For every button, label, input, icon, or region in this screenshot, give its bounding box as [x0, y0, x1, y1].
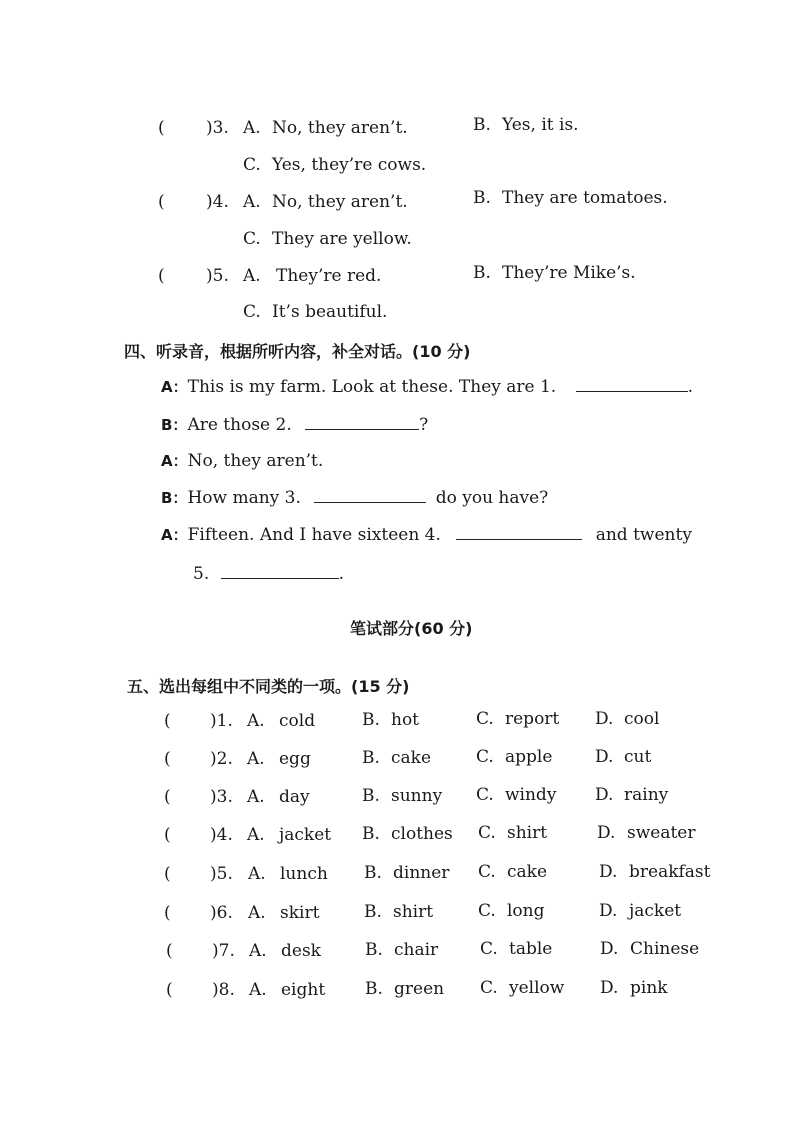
- option-a-text: They’re red.: [276, 266, 382, 286]
- blank-number: 5.: [193, 564, 210, 584]
- answer-paren-open: (: [164, 787, 171, 807]
- option-b-text: shirt: [393, 902, 434, 922]
- option-a-text: skirt: [280, 903, 320, 923]
- option-b-text: They are tomatoes.: [502, 188, 668, 208]
- question-number: )8.: [212, 980, 235, 1000]
- speaker-label: B：: [161, 489, 188, 507]
- option-letter-d: D.: [595, 709, 614, 729]
- speaker-label: A：: [161, 526, 188, 544]
- option-b-text: dinner: [393, 863, 450, 883]
- answer-blank-2[interactable]: [305, 413, 419, 430]
- answer-paren-open: (: [164, 903, 171, 923]
- option-letter-b: B.: [473, 188, 491, 208]
- dialogue-line-5: A：Fifteen. And I have sixteen 4. and twenty: [161, 525, 692, 545]
- option-letter-d: D.: [600, 939, 619, 959]
- dialogue-text: Fifteen. And I have sixteen 4.: [187, 525, 441, 545]
- written-section-title: 笔试部分(60 分): [350, 619, 473, 638]
- option-b-text: Yes, it is.: [502, 115, 579, 135]
- speaker-label: A：: [161, 452, 188, 470]
- option-b-text: hot: [391, 710, 420, 730]
- option-c-text: shirt: [507, 823, 548, 843]
- option-letter-a: A.: [249, 941, 267, 961]
- option-b-text: chair: [394, 940, 439, 960]
- option-a-text: day: [279, 787, 310, 807]
- option-c-text: They are yellow.: [272, 229, 412, 249]
- answer-paren-open: (: [158, 192, 165, 212]
- option-c-text: apple: [505, 747, 553, 767]
- option-letter-d: D.: [595, 747, 614, 767]
- answer-paren-open: (: [164, 825, 171, 845]
- option-letter-a: A.: [248, 903, 266, 923]
- option-letter-b: B.: [473, 115, 491, 135]
- option-letter-c: C.: [478, 823, 496, 843]
- option-letter-c: C.: [243, 302, 261, 322]
- option-letter-a: A.: [247, 787, 265, 807]
- dialogue-text: No, they aren’t.: [187, 451, 324, 471]
- option-a-text: jacket: [279, 825, 332, 845]
- answer-paren-open: (: [158, 118, 165, 138]
- option-letter-c: C.: [476, 785, 494, 805]
- question-number: )5.: [206, 266, 229, 286]
- option-b-text: They’re Mike’s.: [502, 263, 636, 283]
- option-b-text: green: [394, 979, 445, 999]
- option-letter-b: B.: [364, 863, 382, 883]
- answer-paren-open: (: [164, 864, 171, 884]
- question-number: )3.: [210, 787, 233, 807]
- option-c-text: table: [509, 939, 553, 959]
- dialogue-text: Are those 2.: [187, 415, 292, 435]
- option-a-text: cold: [279, 711, 316, 731]
- question-number: )2.: [210, 749, 233, 769]
- answer-paren-open: (: [158, 266, 165, 286]
- answer-paren-open: (: [164, 749, 171, 769]
- answer-blank-1[interactable]: [576, 375, 688, 392]
- option-a-text: No, they aren’t.: [272, 192, 408, 212]
- option-c-text: long: [507, 901, 545, 921]
- option-letter-d: D.: [597, 823, 616, 843]
- option-letter-d: D.: [599, 901, 618, 921]
- question-number: )6.: [210, 903, 233, 923]
- speaker-label: A：: [161, 378, 188, 396]
- option-c-text: Yes, they’re cows.: [272, 155, 427, 175]
- option-letter-d: D.: [600, 978, 619, 998]
- question-number: )4.: [206, 192, 229, 212]
- option-letter-c: C.: [480, 939, 498, 959]
- option-d-text: rainy: [624, 785, 669, 805]
- dialogue-line-4: B：How many 3. do you have?: [161, 488, 549, 508]
- answer-blank-3[interactable]: [314, 486, 426, 503]
- dialogue-line-6: 5. .: [193, 564, 345, 584]
- option-letter-b: B.: [473, 263, 491, 283]
- option-letter-c: C.: [478, 901, 496, 921]
- option-a-text: eight: [281, 980, 326, 1000]
- option-letter-d: D.: [599, 862, 618, 882]
- option-letter-d: D.: [595, 785, 614, 805]
- question-number: )3.: [206, 118, 229, 138]
- option-b-text: sunny: [391, 786, 443, 806]
- option-letter-b: B.: [365, 940, 383, 960]
- option-letter-c: C.: [476, 747, 494, 767]
- option-letter-b: B.: [362, 786, 380, 806]
- answer-paren-open: (: [166, 941, 173, 961]
- option-letter-a: A.: [248, 864, 266, 884]
- option-letter-c: C.: [243, 155, 261, 175]
- option-letter-b: B.: [364, 902, 382, 922]
- option-c-text: windy: [505, 785, 557, 805]
- option-letter-b: B.: [362, 824, 380, 844]
- dialogue-text: How many 3.: [187, 488, 301, 508]
- option-letter-a: A.: [243, 266, 261, 286]
- option-d-text: breakfast: [629, 862, 711, 882]
- question-number: )5.: [210, 864, 233, 884]
- option-letter-b: B.: [362, 748, 380, 768]
- option-letter-a: A.: [247, 711, 265, 731]
- option-d-text: pink: [630, 978, 668, 998]
- option-a-text: No, they aren’t.: [272, 118, 408, 138]
- answer-paren-open: (: [164, 711, 171, 731]
- option-c-text: yellow: [509, 978, 565, 998]
- question-number: )1.: [210, 711, 233, 731]
- section5-heading: 五、选出每组中不同类的一项。(15 分): [127, 677, 410, 696]
- option-c-text: It’s beautiful.: [272, 302, 388, 322]
- option-a-text: egg: [279, 749, 311, 769]
- option-letter-c: C.: [480, 978, 498, 998]
- option-d-text: cool: [624, 709, 660, 729]
- option-letter-a: A.: [243, 118, 261, 138]
- option-letter-c: C.: [478, 862, 496, 882]
- answer-blank-5[interactable]: [221, 562, 339, 579]
- dialogue-line-3: [161, 450, 323, 471]
- option-a-text: lunch: [280, 864, 328, 884]
- dialogue-line-2: B：Are those 2. ?: [161, 415, 429, 435]
- option-letter-a: A.: [243, 192, 261, 212]
- question-number: )7.: [212, 941, 235, 961]
- option-letter-a: A.: [247, 825, 265, 845]
- option-b-text: clothes: [391, 824, 453, 844]
- option-d-text: jacket: [629, 901, 682, 921]
- option-c-text: cake: [507, 862, 548, 882]
- section4-heading: 四、听录音，根据所听内容，补全对话。(10 分): [124, 342, 471, 361]
- dialogue-line-1: A：This is my farm. Look at these. They are 1. .: [161, 377, 694, 397]
- option-letter-b: B.: [365, 979, 383, 999]
- answer-paren-open: (: [166, 980, 173, 1000]
- dialogue-text: This is my farm. Look at these. They are 1.: [187, 377, 557, 397]
- option-letter-a: A.: [249, 980, 267, 1000]
- option-letter-c: C.: [476, 709, 494, 729]
- option-d-text: cut: [624, 747, 652, 767]
- option-letter-a: A.: [247, 749, 265, 769]
- option-b-text: cake: [391, 748, 432, 768]
- answer-blank-4[interactable]: [456, 523, 582, 540]
- option-a-text: desk: [281, 941, 321, 961]
- speaker-label: B：: [161, 416, 188, 434]
- question-number: )4.: [210, 825, 233, 845]
- option-letter-b: B.: [362, 710, 380, 730]
- option-d-text: sweater: [627, 823, 696, 843]
- option-letter-c: C.: [243, 229, 261, 249]
- option-c-text: report: [505, 709, 560, 729]
- option-d-text: Chinese: [630, 939, 700, 959]
